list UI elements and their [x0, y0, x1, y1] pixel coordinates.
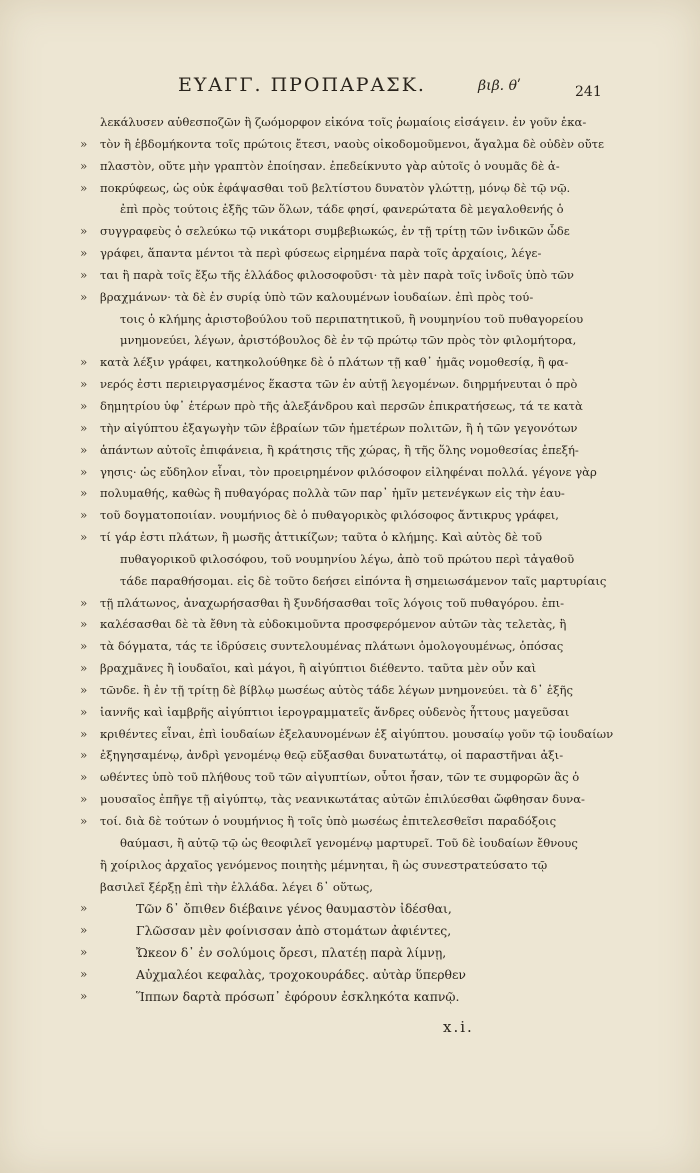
text-line — [80, 418, 640, 440]
line-text: καλέσασθαι δὲ τὰ ἔθνη τὰ εὐδοκιμοῦντα προσφερόμενον αὐτῶν τὰς τελετὰς, ἢ — [100, 617, 567, 632]
quote-marker: » — [80, 289, 88, 304]
quote-marker: » — [80, 464, 88, 479]
text-line — [80, 505, 640, 527]
text-line — [80, 112, 640, 134]
quote-marker: » — [80, 814, 88, 828]
text-line — [80, 636, 640, 658]
quote-marker: » — [80, 530, 88, 545]
quote-marker: » — [80, 639, 88, 654]
line-text: βραχμᾶνες ἢ ἰουδαῖοι, καὶ μάγοι, ἢ αἰγύπτιοι διέθεντο. ταῦτα μὲν οὖν καὶ — [100, 661, 537, 676]
quote-marker: » — [80, 923, 88, 938]
line-text: κριθέντες εἶναι, ἐπὶ ἰουδαίων ἐξελαυνομένων ἐξ αἰγύπτου. μουσαίῳ γοῦν τῷ ἰουδαίων — [100, 726, 614, 741]
quote-marker: » — [80, 508, 88, 523]
quote-marker: » — [80, 792, 88, 807]
line-text: θαύμασι, ἢ αὐτῷ τῷ ὡς θεοφιλεῖ γενομένῳ μαρτυρεῖ. Τοῦ δὲ ἰουδαίων ἔθνους — [120, 835, 578, 850]
quote-marker: » — [80, 267, 88, 282]
text-line — [80, 593, 640, 615]
line-text: μνημονεύει, λέγων, ἀριστόβουλος δὲ ἐν τῷ πρώτῳ τῶν πρὸς τὸν φιλομήτορα, — [120, 333, 577, 348]
text-line — [80, 614, 640, 636]
text-line — [80, 658, 640, 680]
text-line — [80, 309, 640, 331]
text-line — [80, 833, 640, 855]
quote-marker: » — [80, 682, 88, 697]
text-line — [80, 265, 640, 287]
text-line — [80, 440, 640, 462]
text-line — [80, 877, 640, 899]
line-text: τῇ πλάτωνος, ἀναχωρήσασθαι ἢ ξυνδήσασθαι τοῖς λόγοις τοῦ πυθαγόρου. ἐπι- — [100, 595, 565, 610]
main-text — [80, 112, 640, 1008]
line-text: Ὤκεον δ᾽ ἐν σολύμοις ὄρεσι, πλατέῃ παρὰ λίμνῃ, — [136, 945, 447, 961]
line-text: ἐπὶ πρὸς τούτοις ἑξῆς τῶν ὅλων, τάδε φησί, φανερώτατα δὲ μεγαλοθενής ὁ — [120, 202, 564, 217]
signature-mark: x.i. — [443, 1018, 474, 1036]
quote-marker: » — [80, 398, 88, 413]
text-line — [80, 221, 640, 243]
text-line — [80, 352, 640, 374]
text-line — [80, 243, 640, 265]
line-text: κατὰ λέξιν γράφει, κατηκολούθηκε δὲ ὁ πλάτων τῇ καθ᾽ ἡμᾶς νομοθεσίᾳ, ἢ φα- — [100, 355, 569, 370]
line-text: ἢ χοίριλος ἀρχαῖος γενόμενος ποιητὴς μέμνηται, ἢ ὡς συνεστρατεύσατο τῷ — [100, 857, 548, 872]
line-text: μουσαῖος ἐπῆγε τῇ αἰγύπτῳ, τὰς νεανικωτάτας αὐτῶν ἐπιλύεσθαι ὤφθησαν δυνα- — [100, 792, 585, 807]
line-text: πλαστὸν, οὔτε μὴν γραπτὸν ἐποίησαν. ἐπεδείκνυτο γὰρ αὐτοῖς ὁ νουμᾶς δὲ ἀ- — [100, 158, 560, 173]
quote-marker: » — [80, 420, 88, 435]
line-text: γράφει, ἅπαντα μέντοι τὰ περὶ φύσεως εἰρημένα παρὰ τοῖς ἀρχαίοις, λέγε- — [100, 246, 542, 261]
quote-marker: » — [80, 617, 88, 632]
quote-marker: » — [80, 180, 88, 195]
text-line — [80, 571, 640, 593]
quote-marker: » — [80, 355, 88, 370]
quote-marker: » — [80, 224, 88, 239]
text-line — [80, 483, 640, 505]
verse-line — [80, 920, 640, 942]
text-line — [80, 156, 640, 178]
text-line — [80, 549, 640, 571]
line-text: τάδε παραθήσομαι. εἰς δὲ τοῦτο δεήσει εἰπόντα ἢ σημειωσάμενον ταῖς μαρτυρίαις — [120, 573, 607, 588]
line-text: τὴν αἰγύπτου ἐξαγωγὴν τῶν ἑβραίων τῶν ἡμετέρων πολιτῶν, ἢ ἡ τῶν γεγονότων — [100, 420, 578, 435]
line-text: ἰαννῆς καὶ ἰαμβρῆς αἰγύπτιοι ἱερογραμματεῖς ἄνδρες οὐδενὸς ἧττους μαγεῦσαι — [100, 704, 570, 719]
text-line — [80, 767, 640, 789]
quote-marker: » — [80, 246, 88, 261]
line-text: Γλῶσσαν μὲν φοίνισσαν ἀπὸ στομάτων ἀφιέντες, — [136, 923, 452, 939]
line-text: Αὐχμαλέοι κεφαλὰς, τροχοκουράδες. αὐτὰρ ὕπερθεν — [136, 966, 466, 982]
text-line — [80, 855, 640, 877]
text-line — [80, 134, 640, 156]
verse-line — [80, 986, 640, 1008]
line-text: νερός ἐστι περιειργασμένος ἕκαστα τῶν ἐν αὐτῇ λεγομένων. διηρμήνευται ὁ πρὸ — [100, 377, 578, 392]
line-text: ποκρύφεως, ὡς οὐκ ἐφάψασθαι τοῦ βελτίστου δυνατὸν γλώττῃ, μόνῳ δὲ τῷ νῷ. — [100, 180, 571, 195]
line-text: τὸν ἢ ἑβδομήκοντα τοῖς πρώτοις ἔτεσι, ναοὺς οἰκοδομοῦμενοι, ἄγαλμα δὲ οὐδὲν οὔτε — [100, 136, 605, 151]
text-line — [80, 724, 640, 746]
quote-marker: » — [80, 442, 88, 457]
text-line — [80, 527, 640, 549]
line-text: λεκάλυσεν αὐθεσποζῶν ἢ ζωόμορφον εἰκόνα τοῖς ῥωμαίοις εἰσάγειν. ἐν γοῦν ἑκα- — [100, 115, 587, 129]
line-text: γησις· ὡς εὔδηλον εἶναι, τὸν προειρημένον φιλόσοφον εἰληφέναι πολλά. γέγονε γὰρ — [100, 464, 597, 479]
text-line — [80, 745, 640, 767]
quote-marker: » — [80, 136, 88, 151]
line-text: ωθέντες ὑπὸ τοῦ πλήθους τοῦ τῶν αἰγυπτίων, οὗτοι ἦσαν, τῶν τε συμφορῶν ἃς ὁ — [100, 770, 580, 785]
line-text: τοί. διὰ δὲ τούτων ὁ νουμήνιος ἢ τοῖς ὑπὸ μωσέως ἐπιτελεσθεῖσι παραδόξοις — [100, 814, 557, 828]
line-text: τί γάρ ἐστι πλάτων, ἢ μωσῆς ἀττικίζων; ταῦτα ὁ κλήμης. Καὶ αὐτὸς δὲ τοῦ — [100, 530, 543, 545]
verse-line — [80, 964, 640, 986]
text-line — [80, 396, 640, 418]
text-line — [80, 374, 640, 396]
text-line — [80, 462, 640, 484]
line-text: βραχμάνων· τὰ δὲ ἐν συρίᾳ ὑπὸ τῶν καλουμένων ἰουδαίων. ἐπὶ πρὸς τού- — [100, 289, 534, 304]
line-text: βασιλεῖ ξέρξῃ ἐπὶ τὴν ἑλλάδα. λέγει δ᾽ οὕτως, — [100, 879, 373, 894]
text-line — [80, 789, 640, 811]
line-text: τοῦ δογματοποιίαν. νουμήνιος δὲ ὁ πυθαγορικὸς φιλόσοφος ἄντικρυς γράφει, — [100, 508, 559, 523]
line-text: ἐξηγησαμένῳ, ἀνδρὶ γενομένῳ θεῷ εὔξασθαι δυνατωτάτῳ, οἱ παραστῆναι ἀξι- — [100, 748, 564, 763]
quote-marker: » — [80, 595, 88, 610]
line-text: τῶνδε. ἢ ἐν τῇ τρίτῃ δὲ βίβλῳ μωσέως αὐτὸς τάδε λέγων μνημονεύει. τὰ δ᾽ ἑξῆς — [100, 682, 573, 697]
line-text: Τῶν δ᾽ ὄπιθεν διέβαινε γένος θαυμαστὸν ἰδέσθαι, — [136, 901, 452, 917]
text-line — [80, 178, 640, 200]
running-title: ΕΥΑΓΓ. ΠΡΟΠΑΡΑΣΚ. — [178, 74, 426, 96]
quote-marker: » — [80, 704, 88, 719]
book-number: βιβ. θʹ — [478, 78, 521, 94]
line-text: πολυμαθής, καθὼς ἢ πυθαγόρας πολλὰ τῶν παρ᾽ ἡμῖν μετενέγκων εἰς τὴν ἑαυ- — [100, 486, 565, 501]
quote-marker: » — [80, 748, 88, 763]
quote-marker: » — [80, 988, 88, 1003]
line-text: Ἵππων δαρτὰ πρόσωπ᾽ ἐφόρουν ἐσκληκότα καπνῷ. — [136, 988, 460, 1004]
line-text: πυθαγορικοῦ φιλοσόφου, τοῦ νουμηνίου λέγω, ἀπὸ τοῦ πρώτου περὶ τἀγαθοῦ — [120, 551, 575, 566]
quote-marker: » — [80, 377, 88, 392]
line-text: ται ἢ παρὰ τοῖς ἔξω τῆς ἑλλάδος φιλοσοφοῦσι· τὰ μὲν παρὰ τοῖς ἰνδοῖς ὑπὸ τῶν — [100, 267, 574, 282]
quote-marker: » — [80, 966, 88, 981]
quote-marker: » — [80, 770, 88, 785]
line-text: ἁπάντων αὐτοῖς ἐπιφάνεια, ἢ κράτησις τῆς χώρας, ἢ τῆς ὅλης νομοθεσίας ἐπεξή- — [100, 442, 579, 457]
text-line — [80, 287, 640, 309]
quote-marker: » — [80, 726, 88, 741]
text-line — [80, 330, 640, 352]
line-text: δημητρίου ὑφ᾽ ἑτέρων πρὸ τῆς ἀλεξάνδρου καὶ περσῶν ἐπικρατήσεως, τά τε κατὰ — [100, 398, 583, 413]
quote-marker: » — [80, 945, 88, 960]
line-text: τὰ δόγματα, τάς τε ἱδρύσεις συντελουμένας πλάτωνι ὁμολογουμένως, ὁπόσας — [100, 639, 564, 654]
quote-marker: » — [80, 661, 88, 676]
line-text: τοις ὁ κλήμης ἀριστοβούλου τοῦ περιπατητικοῦ, ἢ νουμηνίου τοῦ πυθαγορείου — [120, 311, 584, 326]
page-number: 241 — [575, 84, 602, 100]
quote-marker: » — [80, 158, 88, 173]
text-line — [80, 199, 640, 221]
text-line — [80, 680, 640, 702]
running-head — [0, 74, 700, 104]
quote-marker: » — [80, 901, 88, 916]
line-text: συγγραφεὺς ὁ σελεύκω τῷ νικάτορι συμβεβιωκώς, ἐν τῇ τρίτῃ τῶν ἰνδικῶν ὧδε — [100, 224, 570, 239]
quote-marker: » — [80, 486, 88, 501]
verse-line — [80, 942, 640, 964]
text-line — [80, 702, 640, 724]
verse-line — [80, 898, 640, 920]
text-line — [80, 811, 640, 833]
